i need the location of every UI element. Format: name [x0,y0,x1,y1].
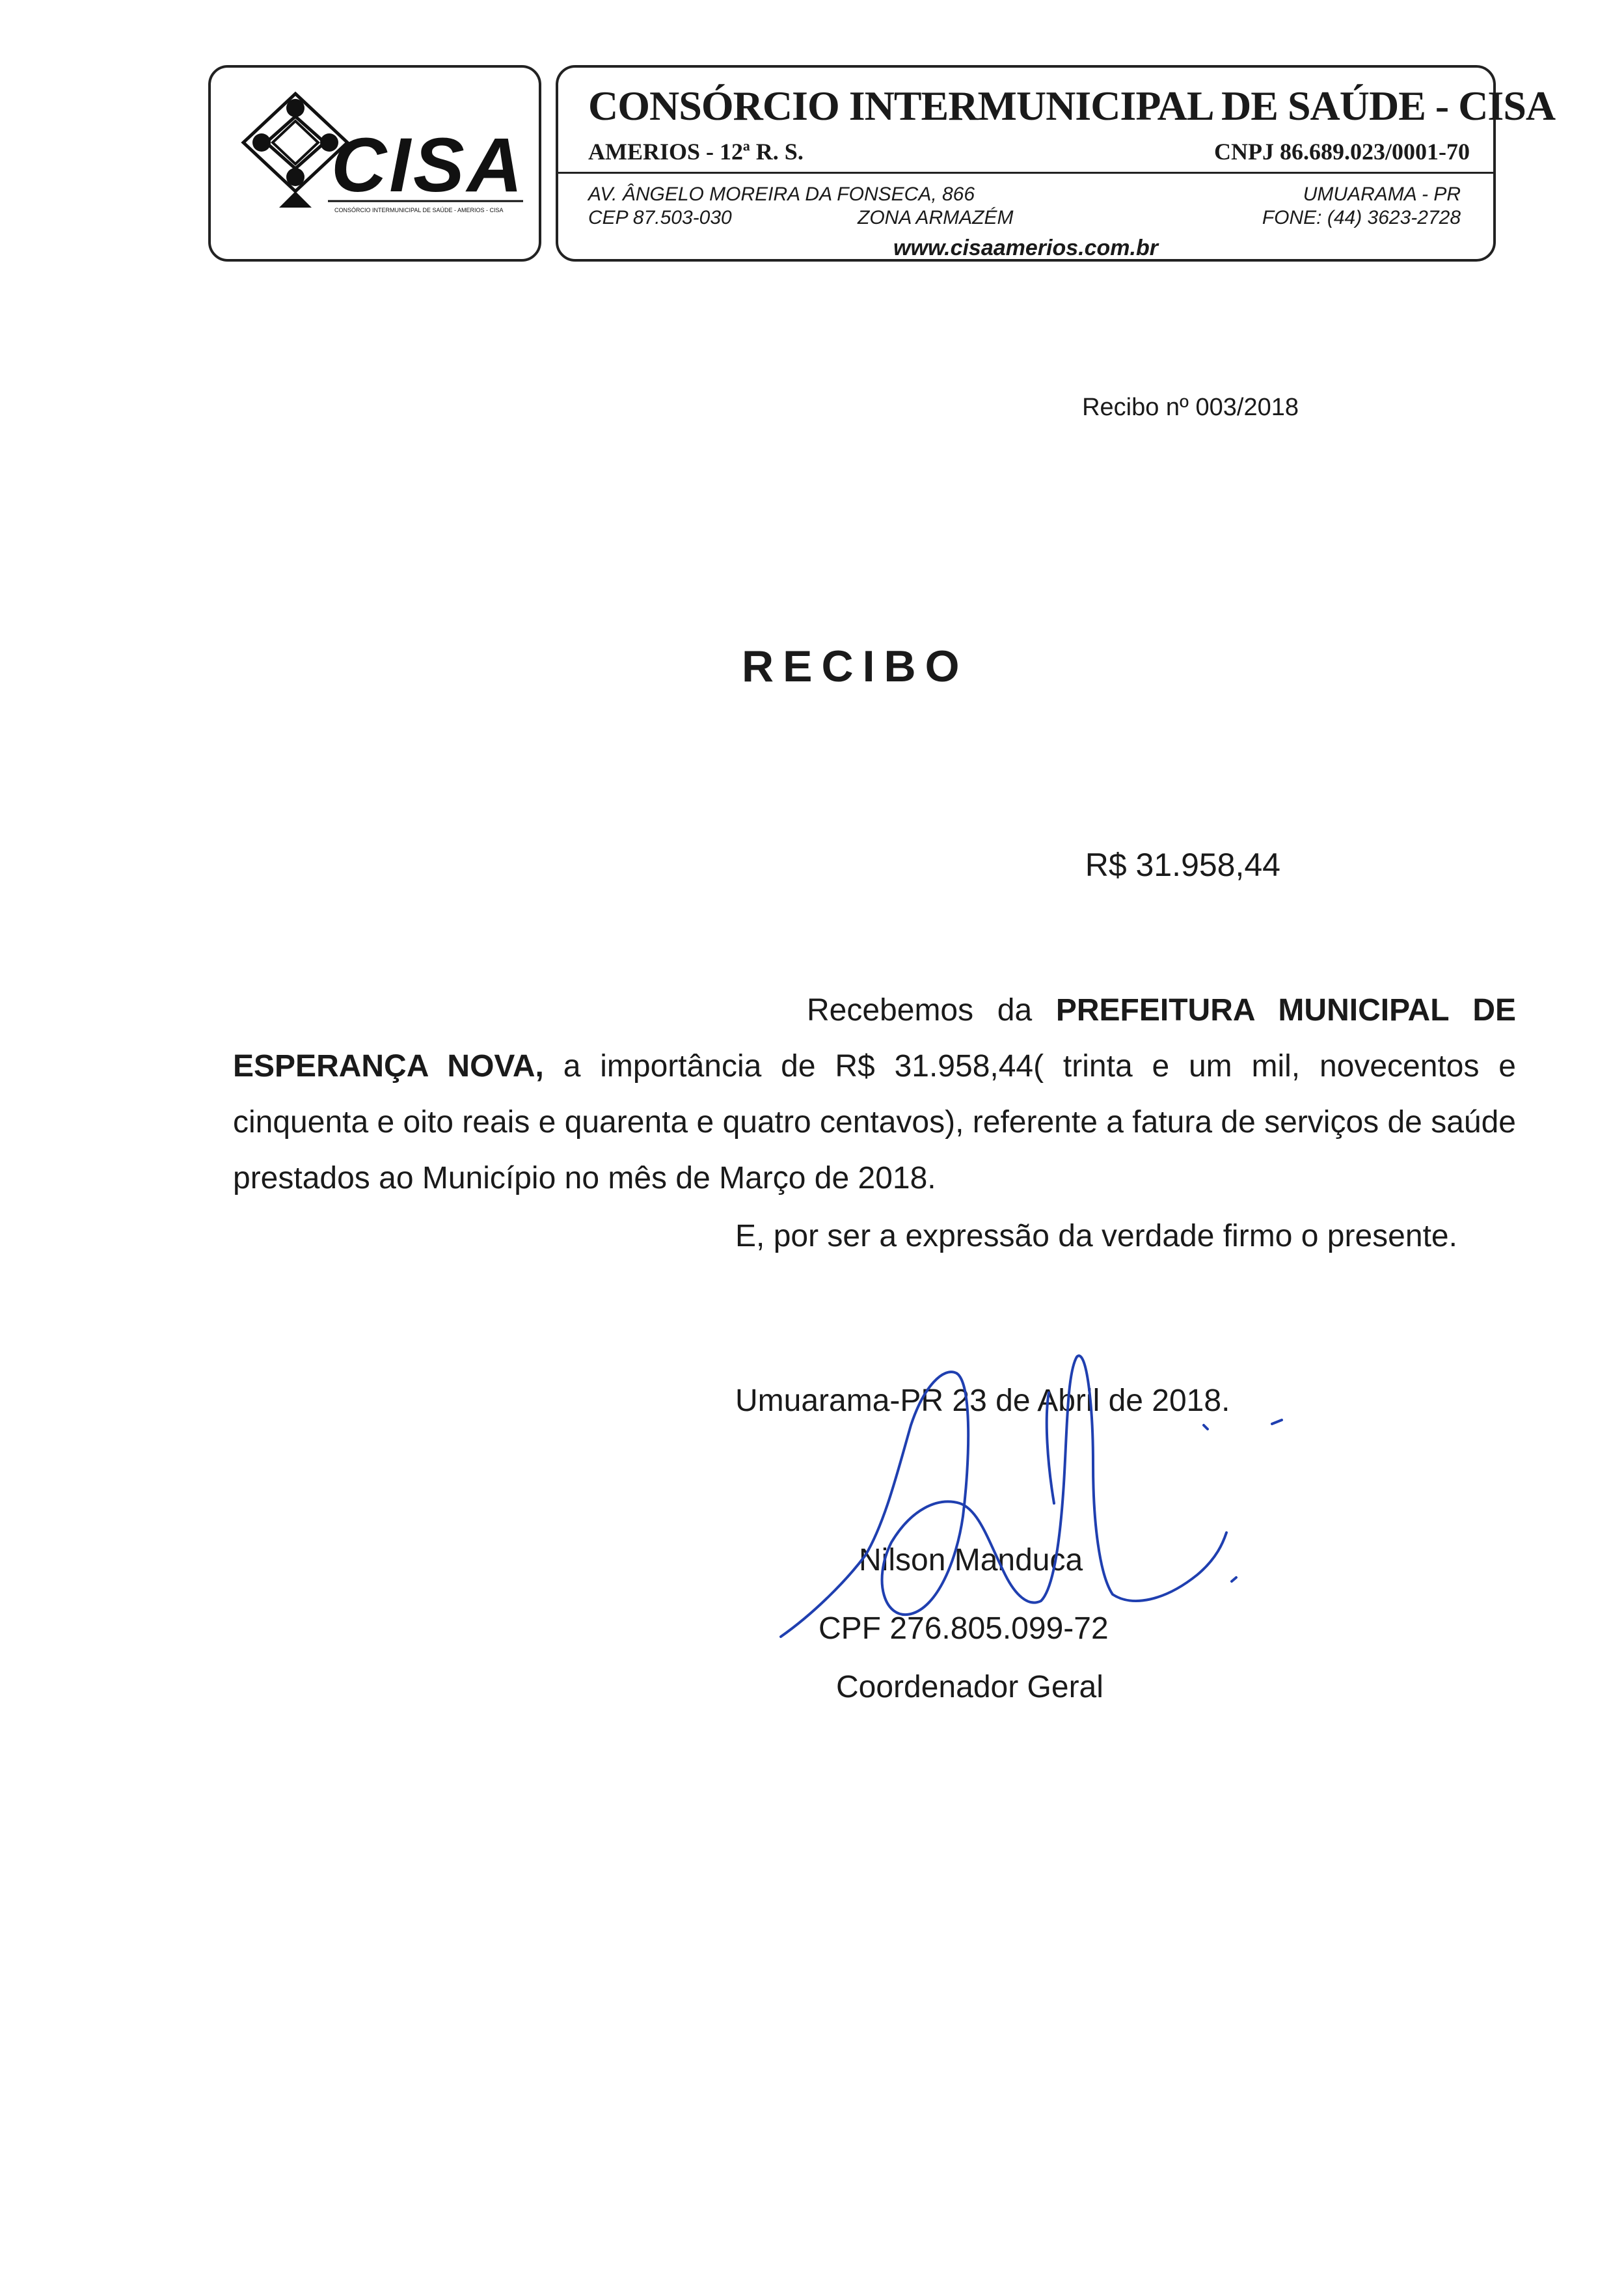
organization-zone: ZONA ARMAZÉM [858,207,1014,228]
closing-statement: E, por ser a expressão da verdade firmo o presente. [735,1219,1457,1253]
body-intro: Recebemos da [807,993,1056,1028]
organization-website: www.cisaamerios.com.br [893,236,1158,260]
receipt-body [233,983,1516,1207]
signer-name: Nilson Manduca [859,1543,1083,1577]
organization-cnpj: CNPJ 86.689.023/0001-70 [1214,139,1470,165]
cisa-logo [211,68,541,262]
organization-phone: FONE: (44) 3623-2728 [1262,207,1461,228]
signer-role: Coordenador Geral [836,1670,1103,1704]
logo-box [208,65,541,262]
organization-city: UMUARAMA - PR [1303,184,1461,205]
header-divider [558,172,1493,174]
body-text: a importância de R$ 31.958,44( trinta e um mil, novecentos e cinquenta e oito reais e quarenta e quatro centavos), referente a fatura de serviços de saúde prestados ao Município no mês de Março de 2018. [233,1049,1517,1195]
organization-region: AMERIOS - 12ª R. S. [588,139,804,165]
payer-name: PREFEITURA MUNICIPAL DE ESPERANÇA NOVA, [233,993,1516,1084]
receipt-amount: R$ 31.958,44 [1085,847,1280,883]
logo-caption: CONSÓRCIO INTERMUNICIPAL DE SAÚDE - AMERIOS - CISA [334,207,504,213]
organization-address: AV. ÂNGELO MOREIRA DA FONSECA, 866 [588,184,975,205]
receipt-number: Recibo nº 003/2018 [1082,394,1299,421]
logo-text: CISA [331,122,525,208]
place-and-date: Umuarama-PR 23 de Abril de 2018. [735,1384,1230,1418]
signer-cpf: CPF 276.805.099-72 [819,1611,1109,1646]
organization-cep: CEP 87.503-030 [588,207,732,228]
document-title: RECIBO [742,642,969,691]
organization-name: CONSÓRCIO INTERMUNICIPAL DE SAÚDE - CISA [588,83,1556,129]
letterhead [556,65,1556,262]
